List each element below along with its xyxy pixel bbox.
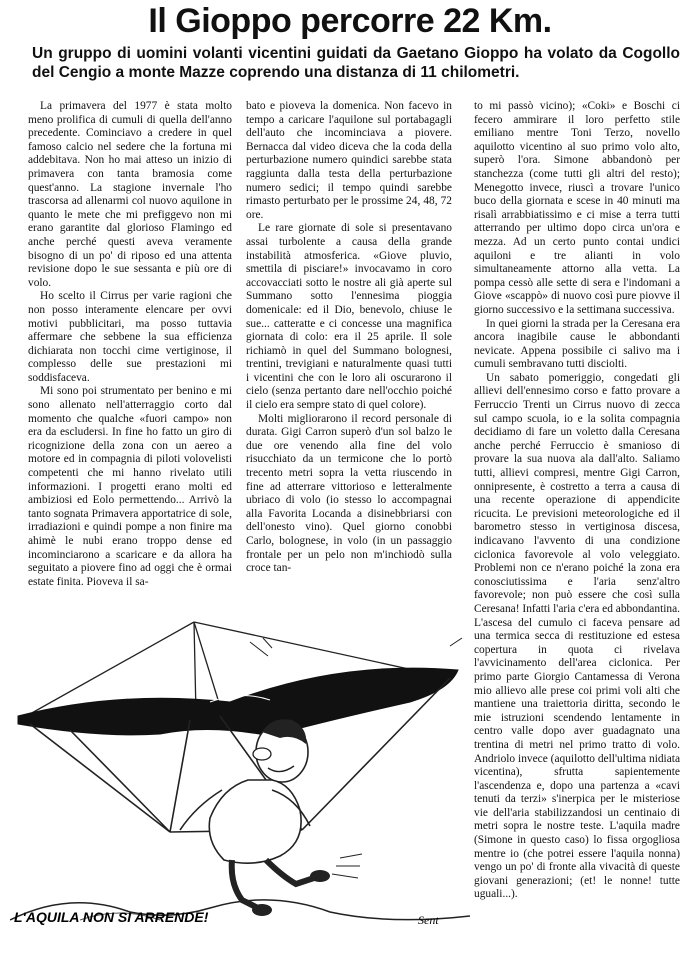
paragraph: Ho scelto il Cirrus per varie ragioni che non posso interamente elencare per ovvi motivi pubblicitari, ma posso tuttavia affermare che sebbene la sua efficienza dichiarata non tocchi cime vertiginose, il complesso delle sue prestazioni mi soddisfaceva. (28, 290, 232, 384)
article-title: Il Gioppo percorre 22 Km. (148, 2, 552, 40)
pilot-body (209, 780, 301, 863)
hang-glider-cartoon (10, 620, 470, 950)
paragraph: Le rare giornate di sole si presentavano assai turbolente a causa della grande instabilità atmosferica. «Giove pluvio, smettila di pisciare!» invocavamo in coro accovacciati sotto le nostre ali già aperte sul Summano sotto l'ennesima pioggia domenicale: ed il Dio, benevolo, chiuse le sue... catteratte e ci concesse una magnifica giornata di colo: era il 25 aprile. Il sole richiamò in quel del Summano bolognesi, trentini, trevigiani e naturalmente quasi tutti i vicentini che con le loro ali oscurarono il cielo (senza pertanto dare nell'occhio poiché il cielo era sempre stato di quel colore). (246, 222, 452, 412)
paragraph: La primavera del 1977 è stata molto meno prolifica di cumuli di quella dell'anno precedente. Cominciavo a credere in quel famoso calcio nel sedere che la fortuna mi addebitava. Non ho mai atteso un inizio di primavera con tanta bramosia come quest'anno. La stagione invernale l'ho trascorsa ad allenarmi col nuovo aquilone in quanto le mete che mi prefiggevo non mi erano garantite dal glorioso Flamingo ed anche perché questi aveva veramente bisogno di un po' di riposo ed una attenta revisione dopo le sue sessanta e più ore di volo. (28, 100, 232, 289)
text-column-1 (28, 100, 232, 600)
text-column-3 (474, 100, 680, 952)
pilot-shoe-left (252, 904, 272, 916)
paragraph: In quei giorni la strada per la Ceresana era ancora inagibile cause le abbondanti nevicate. Appena possibile ci salivo ma i cumuli sembravano tutti disciolti. (474, 317, 680, 371)
artist-signature: Sent (418, 913, 439, 927)
paragraph: bato e pioveva la domenica. Non facevo in tempo a caricare l'aquilone sul portabagagli dell'auto che incominciava a piovere. Bernacca dal video diceva che la coda della perturbazione numero quindici sarebbe stata raggiunta dalla testa della perturbazione numero sedici; il tempo quindi sarebbe rimasto perturbato per le prossime 24, 48, 72 ore. (246, 100, 452, 221)
motion-lines (332, 854, 362, 878)
paragraph: to mi passò vicino); «Coki» e Boschi ci fecero ammirare il loro perfetto stile emiliano mentre Toni Terzo, novello aquilotto vicentino al suo primo volo alto, superò l'ora. Simone abbandonò per stanchezza (come tutti gli altri del resto); Menegotto invece, riuscì a trovare l'unico buco della giornata e scese in 40 minuti ma risalì arrabbiatissimo e ci mise a terra tutti atterrando per ultimo dopo circa un'ora e mezza. Ad un certo punto contai undici aquiloni e tre alianti in volo simultaneamente attorno alla vetta. La pompa cessò alle sette di sera e l'indomani a Giove «scappò» di nuovo così pure piovve il giorno successivo e la settimana successiva. (474, 100, 680, 316)
pilot-shoe-right (310, 870, 330, 882)
wing-sail (18, 668, 458, 736)
paragraph: Mi sono poi strumentato per benino e mi sono allenato nell'atterraggio corto dal momento che qualche «fuori campo» non era da escludersi. In fine ho fatto un giro di ricognizione della zona con un aereo a motore ed in compagnia di piloti volovelisti competenti che mi hanno rivelato utili informazioni. I progetti erano molti ed ambiziosi ed Eolo permettendo... Arrivò la tanto sognata Primavera apportatrice di sole, irradiazioni e quindi pompe a non finire ma ahimè le nubi erano troppo dense ed incominciarono a scaricare e da allora ha seguitato a piovere fino ad oggi che è ormai estate finita. Pioveva il sa- (28, 385, 232, 588)
paragraph: Un sabato pomeriggio, congedati gli allievi dell'ennesimo corso e fatto provare a Ferruccio Trenti un Cirrus nuovo di zecca sul campo scuola, io e la solita compagnia decidiamo di fare un voletto dalla Ceresana anche perché Ferruccio è smanioso di provare la sua nuova ala dall'alto. Saliamo tutti, allievi compresi, mentre Gigi Carron, onnipresente, è costretto a terra a causa di una recente operazione di appendicite ricucita. Le previsioni meteorologiche ed il barometro stesso in vertiginosa discesa, indicavano l'avvento di una condizione ciclonica favorevole al volo veleggiato. Problemi non ce n'erano poiché la zona era conosciutissima e l'aria senz'altro favorevole; non può essere che così sulla Ceresana! Infatti l'aria c'era ed abbondantina. L'ascesa del cumulo ci faceva pensare ad una termica secca di restituzione ed estesa copertura in quota ci rivelava l'avvicinamento dell'area ciclonica. Per primo parte Giorgio Cantamessa di Verona mio allievo alle prese coi primi voli alti che mantiene una traiettoria diritta, secondo le mie istruzioni scendendo lentamente in centro valle dopo aver guadagnato una trentina di metri nel primo tratto di volo. Andriolo invece (aquilotto dell'ultima nidiata vicentina), sfrutta sapientemente l'ascendenza e, dopo una partenza a «cavi tenuti da terzi» s'inerpica per le misteriose vie dell'aria stabilizzandosi un centinaio di metri sopra le nostre teste. L'aquila madre (Simone in questo caso) lo fissa orgogliosa mentre io (che potrei essere l'aquila nonna) vengo un po' di fronte alla vivacità di queste giovani generazioni; (et! le nonne! tutte uguali...). (474, 371, 680, 901)
text-column-2 (246, 100, 452, 618)
pilot-nose (253, 748, 271, 760)
hang-glider-illustration (10, 620, 470, 950)
article-subtitle: Un gruppo di uomini volanti vicentini guidati da Gaetano Gioppo ha volato da Cogollo del Cengio a monte Mazze coprendo una distanza di 11 chilometri. (32, 45, 680, 81)
cartoon-caption: L'AQUILA NON SI ARRENDE! (14, 909, 209, 925)
paragraph: Molti migliorarono il record personale di durata. Gigi Carron superò d'un sol balzo le due ore venendo alla fine del volo risucchiato da un termicone che lo portò trecento metri sopra la vetta riuscendo in fine ad atterrare vittorioso e letteralmente ubriaco di volo (io stesso lo accompagnai alla Favorita Locanda a disinebbriarsi con dell'onesto vino). Quel giorno conobbi Carlo, bolognese, in volo (in un passaggio frontale per un pelo non m'inchiodò sulla croce tan- (246, 412, 452, 575)
pilot-leg-right (266, 860, 314, 884)
